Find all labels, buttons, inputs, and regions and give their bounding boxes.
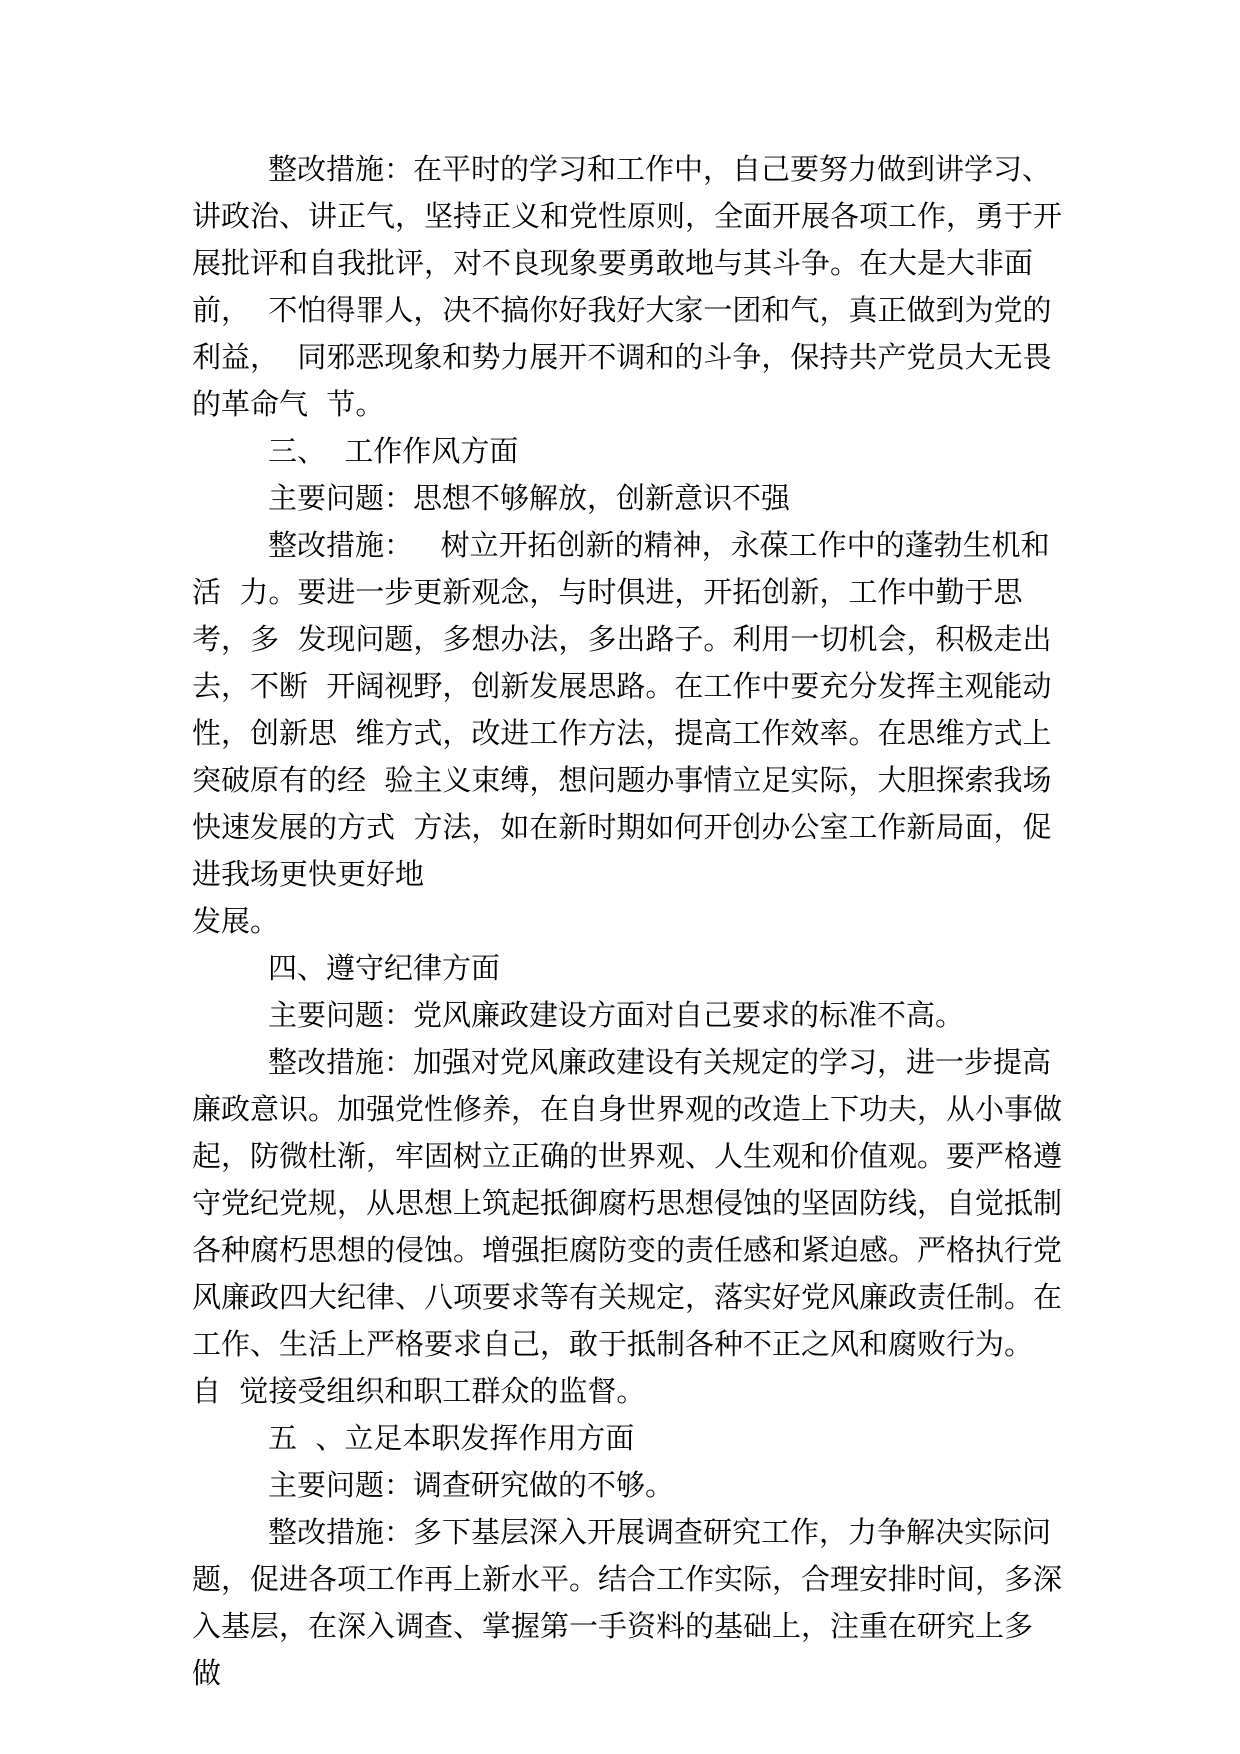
text-line: 风廉政四大纪律、八项要求等有关规定，落实好党风廉政责任制。在 [192, 1280, 1063, 1314]
text-line: 的革命气 节。 [192, 387, 385, 421]
text-line: 各种腐朽思想的侵蚀。增强拒腐防变的责任感和紧迫感。严格执行党 [192, 1233, 1063, 1267]
text-line: 整改措施： 树立开拓创新的精神，永葆工作中的蓬勃生机和 [268, 528, 1050, 562]
text-line: 起，防微杜渐，牢固树立正确的世界观、人生观和价值观。要严格遵 [192, 1139, 1063, 1173]
text-line: 去，不断 开阔视野，创新发展思路。在工作中要充分发挥主观能动 [192, 669, 1052, 703]
text-line: 主要问题：思想不够解放，创新意识不强 [268, 481, 791, 515]
text-line: 性，创新思 维方式，改进工作方法，提高工作效率。在思维方式上 [192, 716, 1052, 750]
text-line: 主要问题：调查研究做的不够。 [268, 1468, 675, 1502]
text-line: 考，多 发现问题，多想办法，多出路子。利用一切机会，积极走出 [192, 622, 1052, 656]
text-line: 整改措施：在平时的学习和工作中，自己要努力做到讲学习、 [268, 152, 1052, 186]
text-line: 整改措施：加强对党风廉政建设有关规定的学习，进一步提高 [268, 1045, 1052, 1079]
text-line: 四、遵守纪律方面 [268, 951, 501, 985]
text-line: 五 、立足本职发挥作用方面 [268, 1421, 635, 1455]
text-line: 前， 不怕得罪人，决不搞你好我好大家一团和气，真正做到为党的 [192, 293, 1052, 327]
text-lines [192, 148, 1072, 1694]
text-line: 三、 工作作风方面 [268, 434, 519, 468]
text-line: 题，促进各项工作再上新水平。结合工作实际，合理安排时间，多深 [192, 1562, 1063, 1596]
text-line: 入基层，在深入调查、掌握第一手资料的基础上，注重在研究上多 [192, 1609, 1034, 1643]
text-line: 讲政治、讲正气，坚持正义和党性原则，全面开展各项工作，勇于开 [192, 199, 1063, 233]
text-line: 活 力。要进一步更新观念，与时俱进，开拓创新，工作中勤于思 [192, 575, 1023, 609]
text-line: 主要问题：党风廉政建设方面对自己要求的标准不高。 [268, 998, 965, 1032]
text-line: 利益， 同邪恶现象和势力展开不调和的斗争，保持共产党员大无畏 [192, 340, 1052, 374]
text-line: 发展。 [192, 904, 280, 938]
text-line: 自 觉接受组织和职工群众的监督。 [192, 1374, 646, 1408]
text-line: 进我场更快更好地 [192, 857, 425, 891]
document-body [192, 148, 1072, 1699]
text-line: 守党纪党规，从思想上筑起抵御腐朽思想侵蚀的坚固防线，自觉抵制 [192, 1186, 1063, 1220]
text-line: 快速发展的方式 方法，如在新时期如何开创办公室工作新局面，促 [192, 810, 1052, 844]
text-line: 廉政意识。加强党性修养，在自身世界观的改造上下功夫，从小事做 [192, 1092, 1063, 1126]
text-line: 做 [192, 1656, 222, 1690]
text-line: 工作、生活上严格要求自己，敢于抵制各种不正之风和腐败行为。 [192, 1327, 1034, 1361]
text-line: 突破原有的经 验主义束缚，想问题办事情立足实际，大胆探索我场 [192, 763, 1052, 797]
text-line: 展批评和自我批评，对不良现象要勇敢地与其斗争。在大是大非面 [192, 246, 1034, 280]
text-line: 整改措施：多下基层深入开展调查研究工作，力争解决实际问 [268, 1515, 1052, 1549]
